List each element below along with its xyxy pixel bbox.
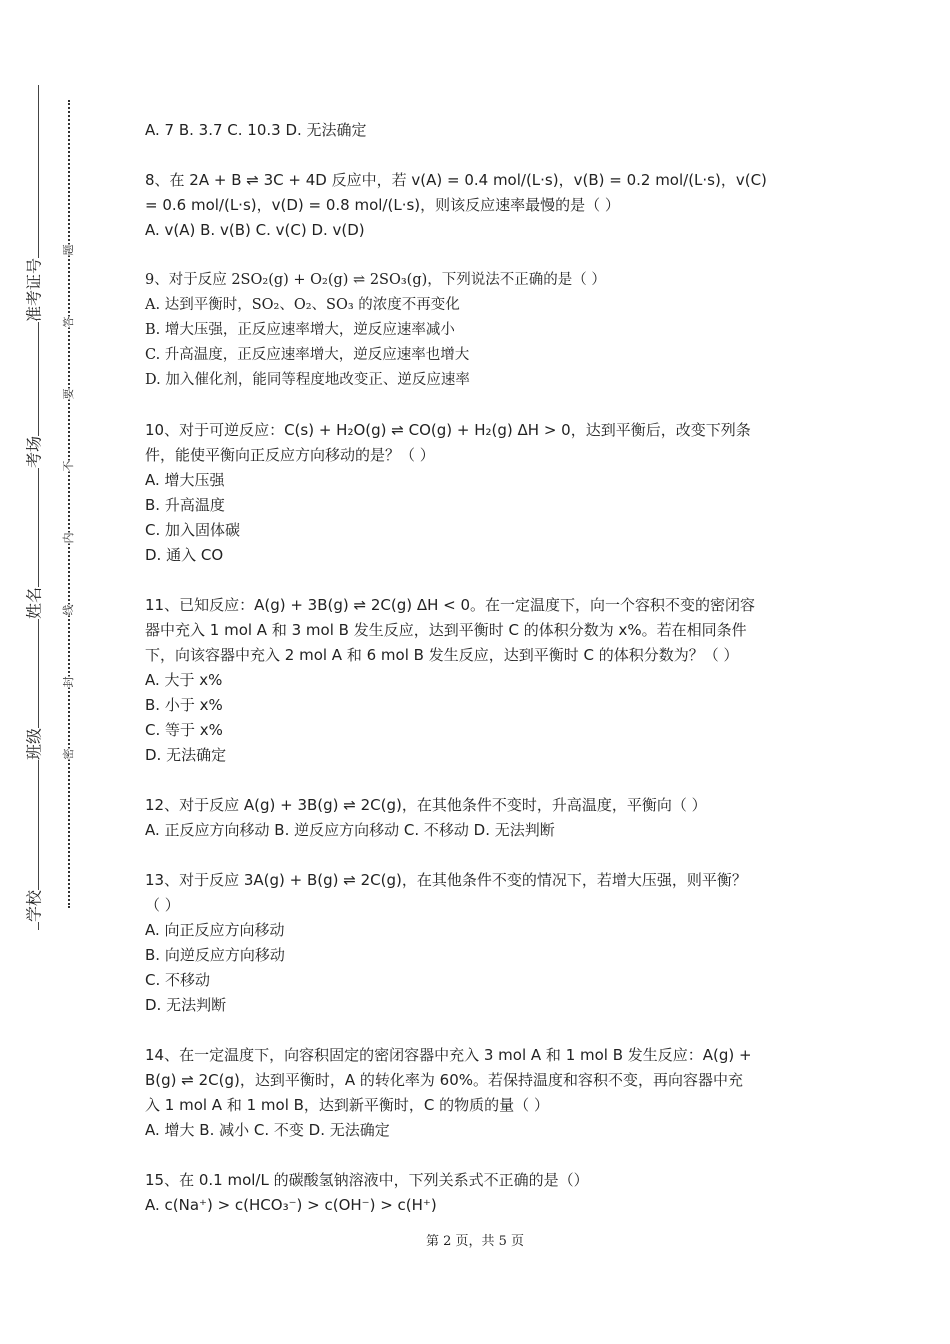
question-12	[145, 793, 815, 843]
question-stem: 13、对于反应 3A(g) + B(g) ⇌ 2C(g)，在其他条件不变的情况下，若增大压强，则平衡？	[145, 871, 747, 889]
seal-dotted-line	[68, 100, 70, 908]
question-options: A. v(A) B. v(B) C. v(C) D. v(D)	[145, 221, 365, 239]
question-10	[145, 418, 815, 568]
option-a: A. 增大压强	[145, 471, 225, 489]
question-8	[145, 168, 815, 243]
binding-solid-line	[38, 85, 39, 930]
option-d: D. 加入催化剂，能同等程度地改变正、逆反应速率	[145, 372, 470, 388]
question-stem: 14、在一定温度下，向容积固定的密闭容器中充入 3 mol A 和 1 mol B 发生反应：A(g) +	[145, 1046, 752, 1064]
question-list	[145, 118, 815, 1243]
option-d: D. 无法判断	[145, 996, 227, 1014]
question-stem: 9、对于反应 2SO₂(g) + O₂(g) ⇌ 2SO₃(g)，下列说法不正确的是（ ）	[145, 272, 606, 288]
option-a: A. 向正反应方向移动	[145, 921, 285, 939]
question-stem: 下，向该容器中充入 2 mol A 和 6 mol B 发生反应，达到平衡时 C 的体积分数为？（ ）	[145, 646, 739, 664]
question-13	[145, 868, 815, 1018]
question-stem: 11、已知反应：A(g) + 3B(g) ⇌ 2C(g) ΔH < 0。在一定温度下，向一个容积不变的密闭容	[145, 596, 756, 614]
question-11	[145, 593, 815, 768]
option-c: C. 等于 x%	[145, 721, 223, 739]
option-c: C. 不移动	[145, 971, 211, 989]
question-9	[145, 268, 815, 393]
option-a: A. 达到平衡时，SO₂、O₂、SO₃ 的浓度不再变化	[145, 297, 460, 313]
option-a: A. c(Na⁺) > c(HCO₃⁻) > c(OH⁻) > c(H⁺)	[145, 1196, 437, 1214]
question-options: A. 增大 B. 减小 C. 不变 D. 无法确定	[145, 1121, 390, 1139]
question-stem: 12、对于反应 A(g) + 3B(g) ⇌ 2C(g)，在其他条件不变时，升高温度，平衡向（ ）	[145, 796, 707, 814]
question-stem: 件，能使平衡向正反应方向移动的是？（ ）	[145, 446, 435, 464]
question-stem: 15、在 0.1 mol/L 的碳酸氢钠溶液中，下列关系式不正确的是（）	[145, 1171, 589, 1189]
question-stem: = 0.6 mol/(L·s)，v(D) = 0.8 mol/(L·s)，则该反应速率最慢的是（ ）	[145, 196, 620, 214]
question-options: A. 7 B. 3.7 C. 10.3 D. 无法确定	[145, 121, 367, 139]
question-stem: 8、在 2A + B ⇌ 3C + 4D 反应中，若 v(A) = 0.4 mol/(L·s)，v(B) = 0.2 mol/(L·s)，v(C)	[145, 171, 767, 189]
question-14	[145, 1043, 815, 1143]
option-b: B. 升高温度	[145, 496, 225, 514]
question-stem: （ ）	[145, 896, 180, 914]
question-stem: 10、对于可逆反应：C(s) + H₂O(g) ⇌ CO(g) + H₂(g) ΔH > 0，达到平衡后，改变下列条	[145, 421, 751, 439]
question-7	[145, 118, 815, 143]
question-stem: B(g) ⇌ 2C(g)，达到平衡时，A 的转化率为 60%。若保持温度和容积不变，再向容器中充	[145, 1071, 744, 1089]
option-c: C. 加入固体碳	[145, 521, 241, 539]
option-d: D. 通入 CO	[145, 546, 224, 564]
option-d: D. 无法确定	[145, 746, 227, 764]
option-b: B. 小于 x%	[145, 696, 223, 714]
question-stem: 器中充入 1 mol A 和 3 mol B 发生反应，达到平衡时 C 的体积分数为 x%。若在相同条件	[145, 621, 747, 639]
page-footer: 第 2 页，共 5 页	[425, 1234, 525, 1249]
option-b: B. 向逆反应方向移动	[145, 946, 285, 964]
question-stem: 入 1 mol A 和 1 mol B，达到新平衡时，C 的物质的量（ ）	[145, 1096, 549, 1114]
question-15	[145, 1168, 815, 1218]
option-a: A. 大于 x%	[145, 671, 223, 689]
question-options: A. 正反应方向移动 B. 逆反应方向移动 C. 不移动 D. 无法判断	[145, 821, 555, 839]
option-c: C. 升高温度，正反应速率增大，逆反应速率也增大	[145, 347, 470, 363]
option-b: B. 增大压强，正反应速率增大，逆反应速率减小	[145, 322, 455, 338]
